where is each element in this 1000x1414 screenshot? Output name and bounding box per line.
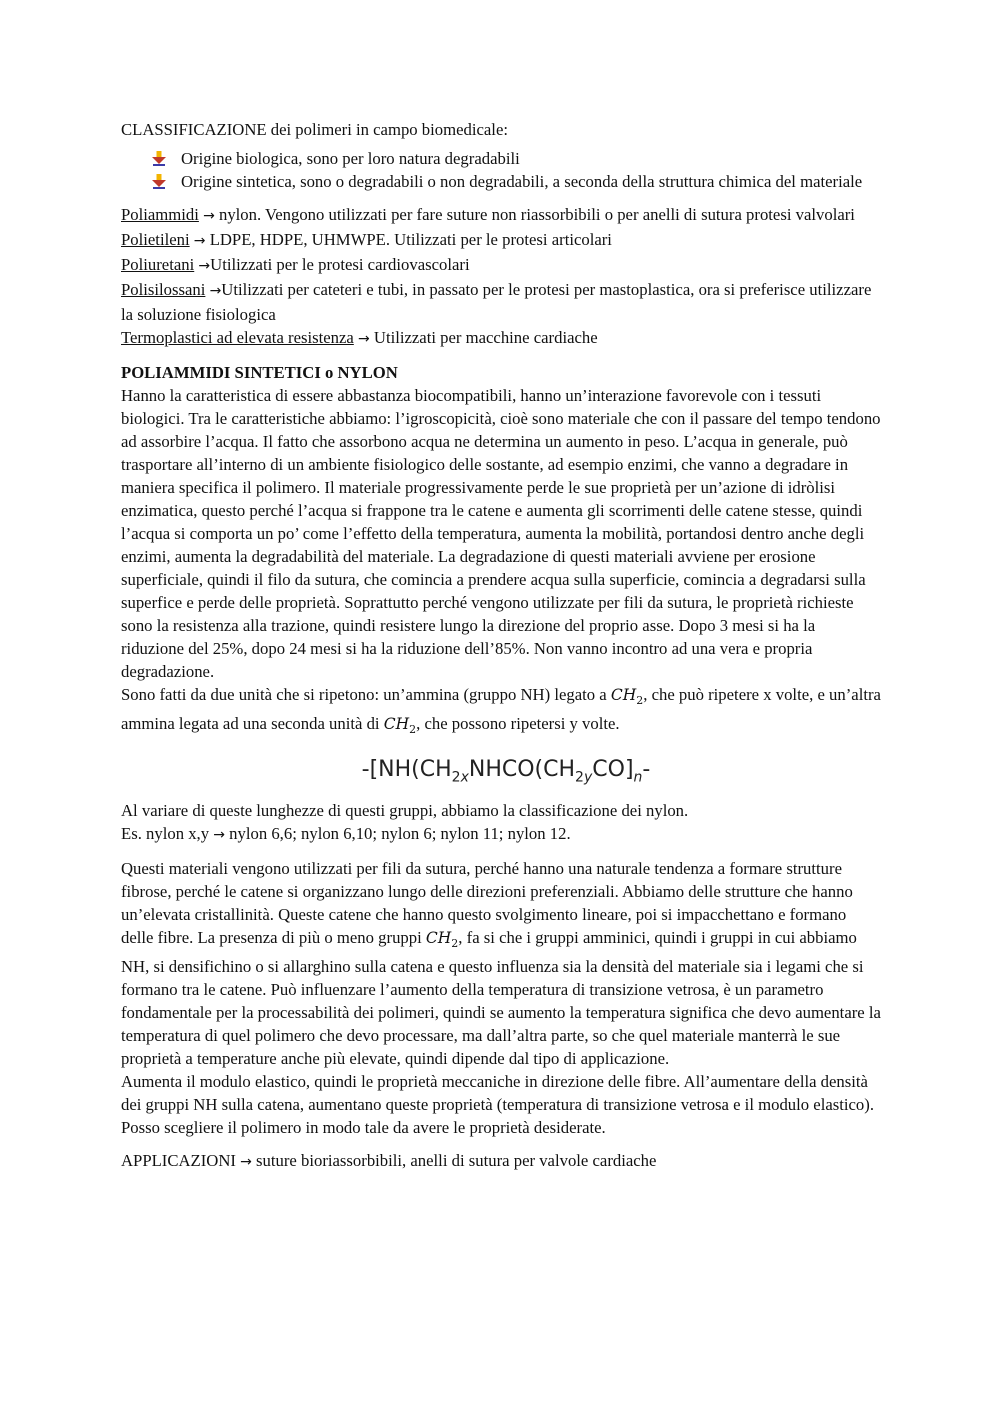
list-item <box>121 170 881 193</box>
body-paragraph <box>121 857 881 1070</box>
body-paragraph: Hanno la caratteristica di essere abbastanza biocompatibili, hanno un’interazione favorevole con i tessuti biologici. Tra le caratteristiche abbiamo: l’igroscopicità, cioè sono materiale che con il passare del tempo tendono ad assorbire l’acqua. Il fatto che assorbono acqua ne determina un aumento in peso. L’acqua in generale, può trasportare all’interno di un ambiente fisiologico delle sostante, ad esempio enzimi, che vanno a degradare in maniera specifica il polimero. Il materiale progressivamente perde le sue proprietà per un’azione di idròlisi enzimatica, questo perché l’acqua si frappone tra le catene e aumenta gli scorrimenti delle catene stesse, quindi l’acqua si comporta un po’ come l’effetto della temperatura, aumenta la mobilità, portandosi dentro anche degli enzimi, aumenta la degradabilità del materiale. La degradazione di questi materiali avviene per erosione superficiale, quindi il filo da sutura, che comincia a prendere acqua sulla superficie, comincia a degradarsi sulla superfice e perde delle proprietà. Soprattutto perché vengono utilizzate per fili da sutura, le proprietà richieste sono la resistenza alla trazione, quindi resistere lungo la direzione del proprio asse. Dopo 3 mesi si ha la riduzione del 25%, dopo 24 mesi si ha la riduzione dell’85%. Non vanno incontro ad una vera e propria degradazione. <box>121 386 881 681</box>
bullet-text: Origine biologica, sono per loro natura degradabili <box>181 149 520 168</box>
right-arrow-icon: → <box>209 283 222 299</box>
polymer-description: Utilizzati per cateteri e tubi, in passato per le protesi per mastoplastica, ora si preferisce utilizzare la soluzione fisiologica <box>121 280 872 324</box>
body-paragraph: Al variare di queste lunghezze di questi gruppi, abbiamo la classificazione dei nylon. <box>121 800 689 820</box>
right-arrow-icon: → <box>357 331 370 347</box>
list-item <box>121 147 881 170</box>
text-run: nylon 6,6; nylon 6,10; nylon 6; nylon 11; nylon 12. <box>224 823 571 843</box>
text-run: , fa si che i gruppi amminici, quindi i gruppi in cui abbiamo NH, si densifichino o si allarghino sulla catena e questo influenza sia la densità del materiale sia i legami che si formano tra le catene. Può influenzare l’aumento della temperatura di transizione vetrosa, è un parametro fondamentale per la processabilità dei polimeri, quindi se aumento la temperatura significa che devo aumentare la temperatura di quel polimero che devo processare, ma dall’altra parte, so che quel materiale manterrà le sue proprietà a temperature anche più elevate, quindi dipende dal tipo di applicazione. <box>121 927 881 1068</box>
polymer-entry <box>121 253 881 278</box>
body-paragraph: Aumenta il modulo elastico, quindi le proprietà meccaniche in direzione delle fibre. All’aumentare della densità dei gruppi NH sulla catena, aumentano queste proprietà (temperatura di transizione vetrosa e il modulo elastico). Posso scegliere il polimero in modo tale da avere le proprietà desiderate. <box>121 1071 874 1137</box>
polymer-description: Utilizzati per macchine cardiache <box>369 328 598 347</box>
polymer-description: LDPE, HDPE, UHMWPE. Utilizzati per le protesi articolari <box>205 230 612 249</box>
body-paragraph <box>121 683 881 741</box>
polymer-description: nylon. Vengono utilizzati per fare suture non riassorbibili o per anelli di sutura protesi valvolari <box>214 205 855 224</box>
text-run: Questi materiali vengono utilizzati per fili da sutura, perché hanno una naturale tendenza a formare strutture fibrose, perché le catene si organizzano lungo delle direzioni preferenziali. Abbiamo delle strutture che hanno un’elevata cristallinità. Queste catene che hanno questo svolgimento lineare, poi si impacchettano e formano delle fibre. La presenza di più o meno gruppi <box>121 858 853 947</box>
right-arrow-icon: → <box>203 208 215 224</box>
body-paragraph <box>121 822 881 847</box>
right-arrow-icon: → <box>213 826 225 843</box>
text-run: Sono fatti da due unità che si ripetono: un’ammina (gruppo NH) legato a <box>121 685 611 704</box>
polymer-entry <box>121 326 881 351</box>
text-run: , che può ripetere x volte, e un’altra ammina legata ad una seconda unità di <box>121 685 881 734</box>
right-arrow-icon: → <box>198 258 211 274</box>
math-ch2: $CH_2$ <box>425 928 459 950</box>
down-arrow-icon <box>152 174 166 189</box>
polymer-term: Poliammidi <box>121 205 199 224</box>
polymer-term: Polietileni <box>121 230 190 249</box>
polymer-list <box>121 203 881 351</box>
section-title: POLIAMMIDI SINTETICI o NYLON <box>121 363 398 382</box>
text-run: Es. nylon x,y <box>121 823 214 843</box>
polymer-term: Termoplastici ad elevata resistenza <box>121 328 354 347</box>
polymer-entry <box>121 203 881 228</box>
right-arrow-icon: → <box>193 233 206 249</box>
right-arrow-icon: → <box>240 1153 252 1170</box>
polymer-entry <box>121 278 881 326</box>
classification-heading: CLASSIFICAZIONE dei polimeri in campo biomedicale: <box>121 120 508 139</box>
math-ch2: $CH_2$ <box>383 715 417 737</box>
applications-line <box>121 1149 881 1174</box>
bullet-text: Origine sintetica, sono o degradabili o non degradabili, a seconda della struttura chimica del materiale <box>181 172 863 191</box>
classification-list <box>121 147 881 193</box>
math-ch2: $CH_2$ <box>610 686 644 708</box>
polymer-term: Poliuretani <box>121 255 195 274</box>
text-run: APPLICAZIONI <box>121 1150 241 1170</box>
text-run: suture bioriassorbibili, anelli di sutura per valvole cardiache <box>251 1150 657 1170</box>
polymer-term: Polisilossani <box>121 280 206 299</box>
nylon-formula: $-[NH(CH_{2x}NHCO(CH_{2y}CO]_n-$ <box>361 757 651 786</box>
polymer-description: Utilizzati per le protesi cardiovascolari <box>210 255 470 274</box>
document-page <box>121 118 881 1174</box>
down-arrow-icon <box>152 151 166 166</box>
text-run: , che possono ripetersi y volte. <box>416 714 620 734</box>
polymer-entry <box>121 228 881 253</box>
